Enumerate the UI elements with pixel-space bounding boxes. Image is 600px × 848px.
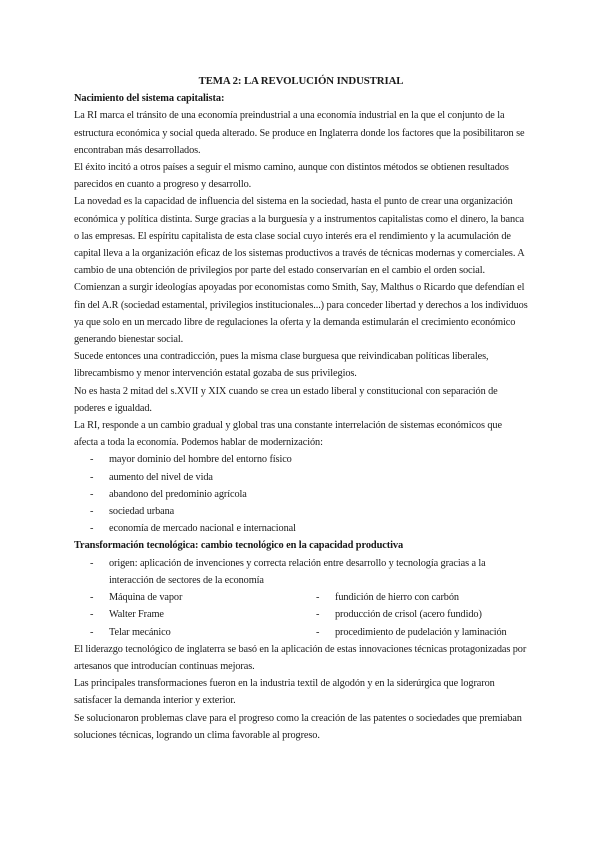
list-item: - Máquina de vapor [74,589,301,606]
paragraph: El éxito incitó a otros países a seguir el mismo camino, aunque con distintos métodos se obtienen resultados parecidos en cuanto a progreso y desarrollo. [74,162,509,191]
origin-item: - origen: aplicación de invenciones y correcta relación entre desarrollo y tecnología gracias a la interacción de sectores de la economía [74,555,528,589]
paragraph: No es hasta 2 mitad del s.XVII y XIX cuando se crea un estado liberal y constitucional con separación de poderes e igualdad. [74,385,498,414]
list-item: - aumento del nivel de vida [74,469,528,486]
section-heading-capitalism: Nacimiento del sistema capitalista: [74,93,225,105]
list-item: - economía de mercado nacional e internacional [74,520,528,537]
document-page [74,73,528,744]
paragraph: El liderazgo tecnológico de inglaterra se basó en la aplicación de estas innovaciones técnicas protagonizadas por artesanos que introducían continuas mejoras. [74,643,527,672]
paragraph: La RI marca el tránsito de una economía preindustrial a una economía industrial en la que el conjunto de la estructura económica y social queda alterado. Se produce en Inglaterra donde los factores que la posibilitaron se encontraban más desarrollados. [74,110,525,156]
paragraph: Comienzan a surgir ideologías apoyadas por economistas como Smith, Say, Malthus o Ricardo que defendían el fin del A.R (sociedad estamental, privilegios institucionales...) para conceder libertad y derechos a los individuos ya que solo en un mercado libre de regulaciones la oferta y la demanda estimularán el crecimiento económico generando bienestar social. [74,282,528,346]
textile-inventions-list [74,589,301,641]
document-title: TEMA 2: LA REVOLUCIÓN INDUSTRIAL [198,75,404,87]
paragraph: La novedad es la capacidad de influencia del sistema en la sociedad, hasta el punto de crear una organización económica y política distinta. Surge gracias a la burguesía y a instrumentos capitalistas como el dinero, la banca o las empresas. El espíritu capitalista de esta clase social cuyo interés era el rendimiento y la acumulación de capital lleva a la organización eficaz de los sistemas productivos a través de técnicas modernas y comerciales. A cambio de una obtención de privilegios por parte del estado conservarían en el cambio el orden social. [74,196,525,277]
iron-inventions-list [301,589,528,641]
paragraph: Las principales transformaciones fueron en la industria textil de algodón y en la siderúrgica que lograron satisfacer la demanda interior y exterior. [74,678,495,707]
modernization-list [74,451,528,537]
list-item: - sociedad urbana [74,503,528,520]
section-heading-technology: Transformación tecnológica: cambio tecnológico en la capacidad productiva [74,540,404,552]
list-item: - fundición de hierro con carbón [301,589,528,606]
list-item: - producción de crisol (acero fundido) [301,606,528,623]
list-item: - Walter Frame [74,606,301,623]
list-item: - procedimiento de pudelación y laminación [301,624,528,641]
inventions-columns [74,589,528,641]
list-item: - Telar mecánico [74,624,301,641]
paragraph: Sucede entonces una contradicción, pues la misma clase burguesa que reivindicaban políticas liberales, librecambismo y menor intervención estatal gozaba de sus privilegios. [74,351,489,380]
paragraph: La RI, responde a un cambio gradual y global tras una constante interrelación de sistemas económicos que afecta a toda la economía. Podemos hablar de modernización: [74,420,502,449]
paragraph: Se solucionaron problemas clave para el progreso como la creación de las patentes o sociedades que premiaban soluciones técnicas, logrando un clima favorable al progreso. [74,712,522,741]
list-item: - abandono del predominio agrícola [74,486,528,503]
list-item: - mayor dominio del hombre del entorno físico [74,451,528,468]
